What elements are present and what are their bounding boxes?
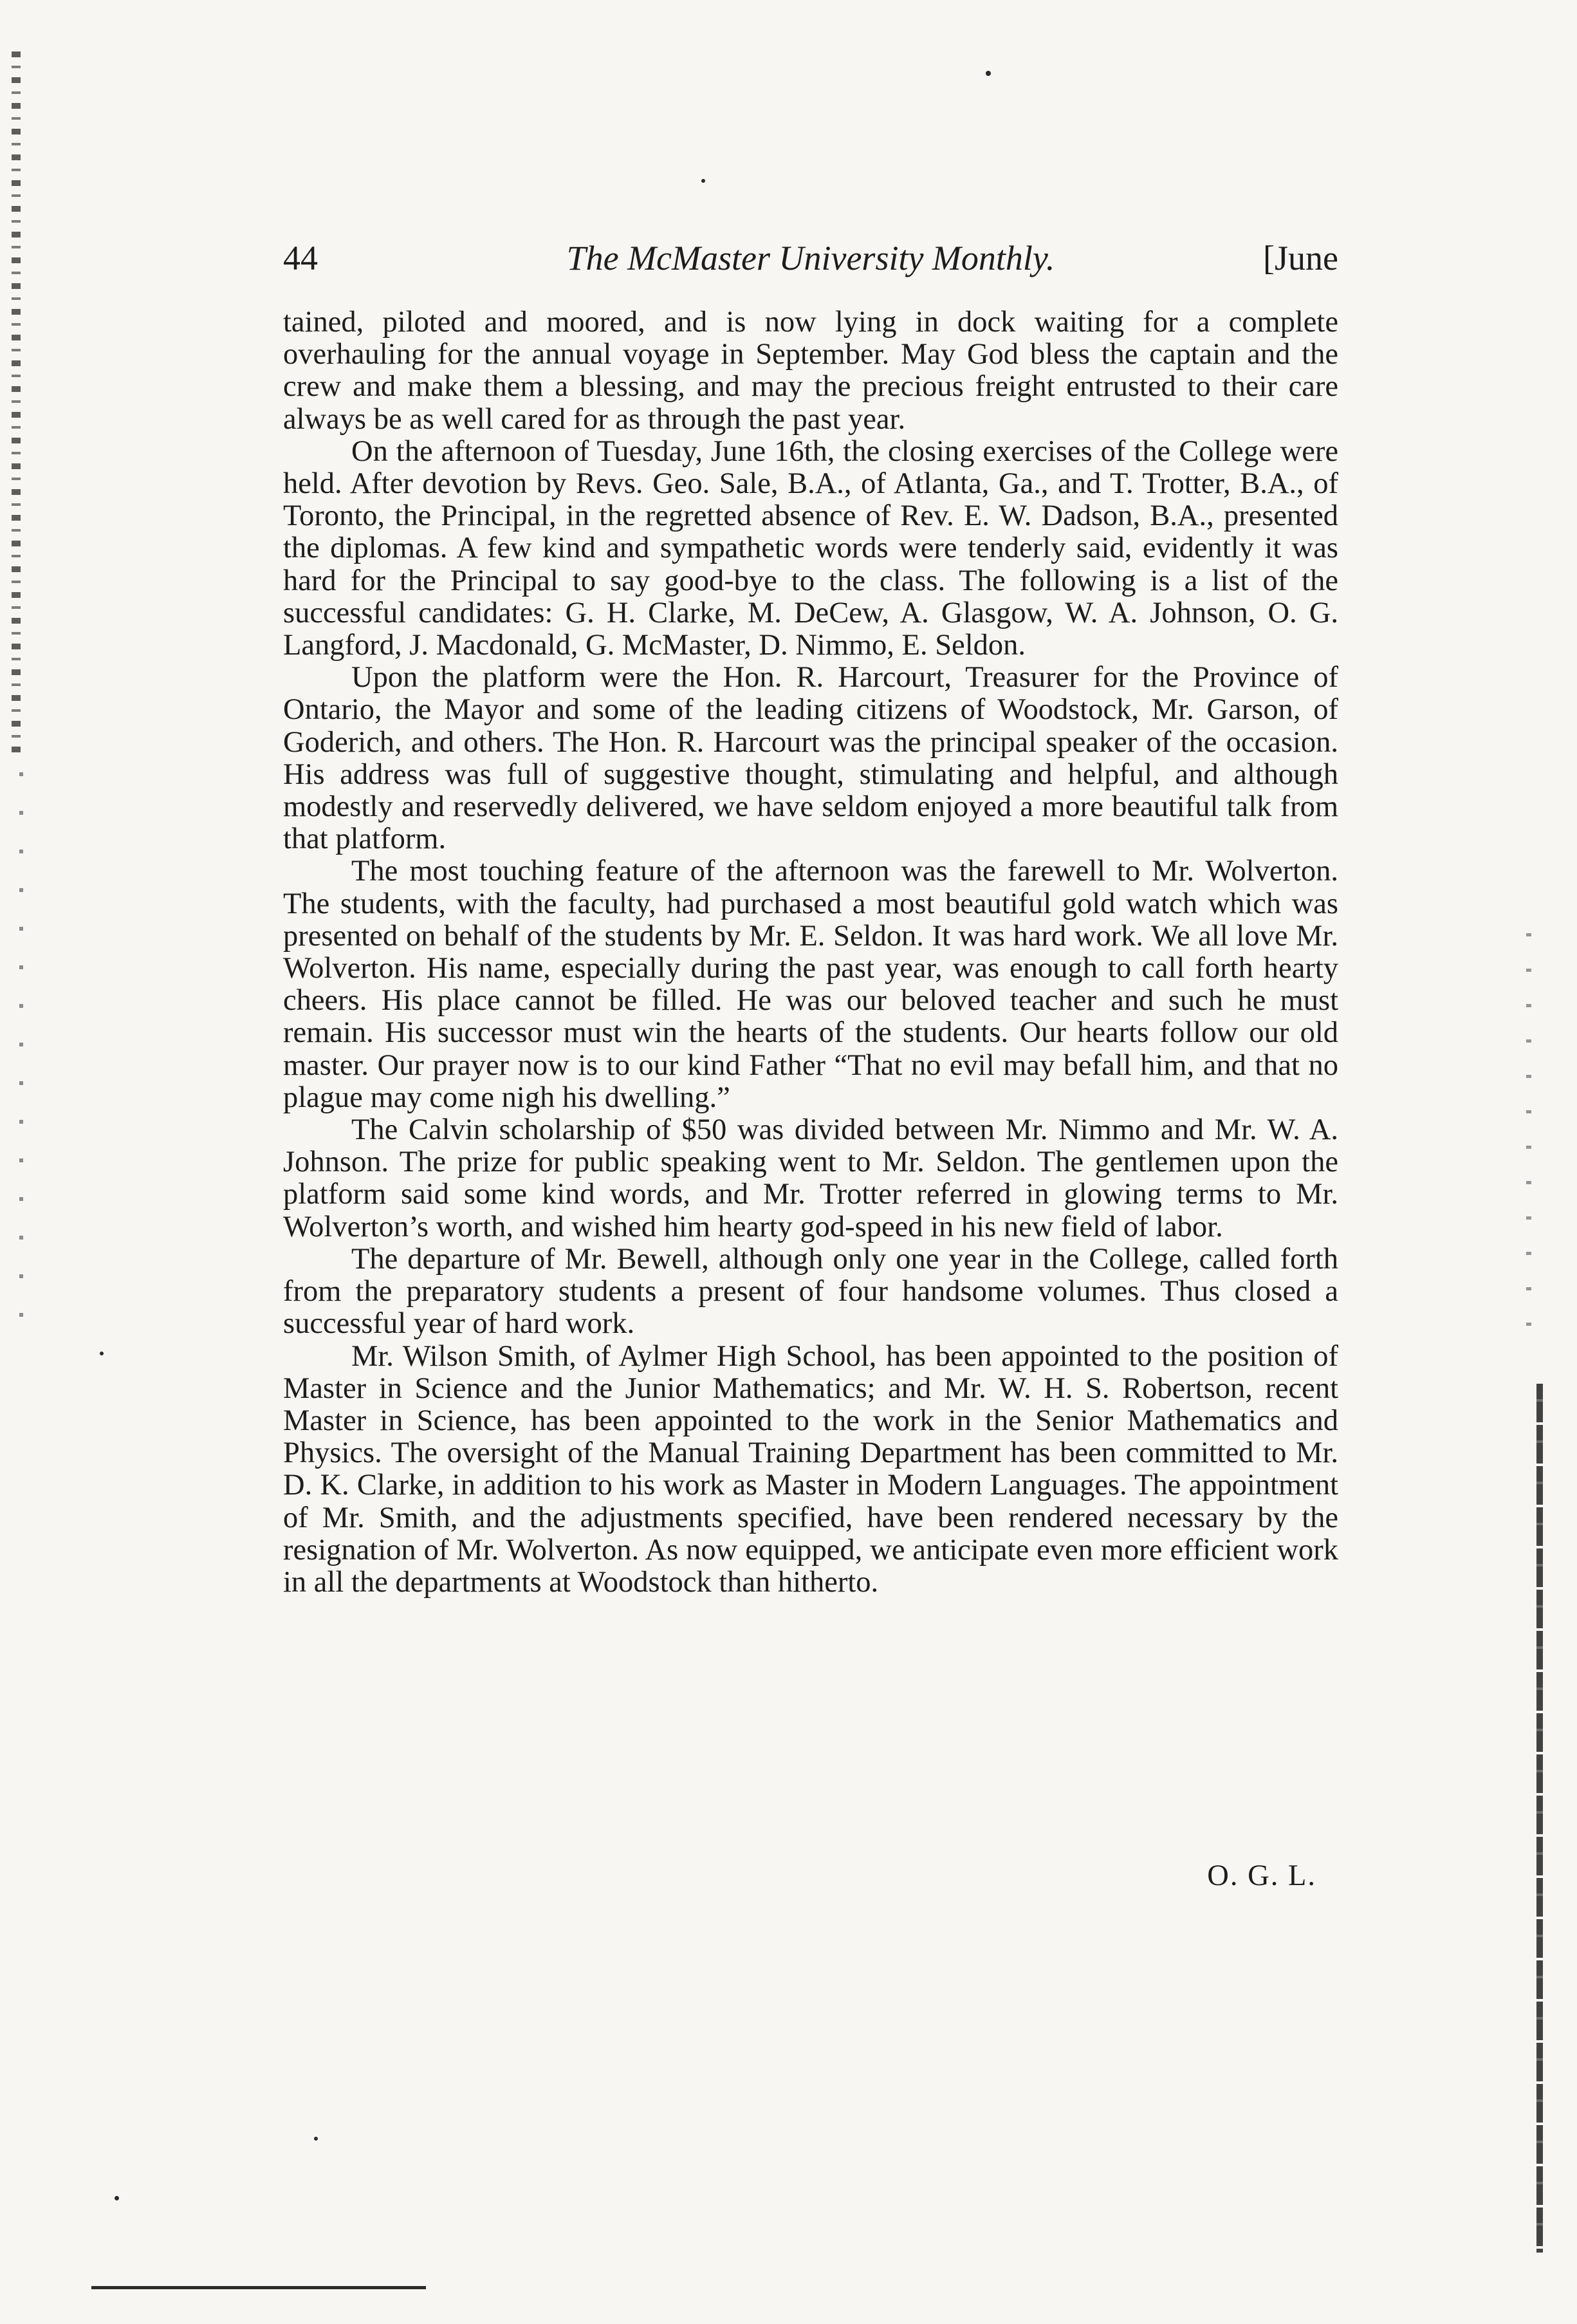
scan-edge-specks-left	[19, 772, 23, 1352]
scan-edge-artifact-left	[12, 51, 21, 759]
paragraph: The most touching feature of the afternoon was the farewell to Mr. Wolverton. The students, with the faculty, had purchased a most beautiful gold watch which was presented on behalf of the students by Mr. E. Seldon. It was hard work. We all love Mr. Wolverton. His name, especially during the past year, was enough to call forth hearty cheers. His place cannot be filled. He was our beloved teacher and such he must remain. His successor must win the hearts of the students. Our hearts follow our old master. Our prayer now is to our kind Father “That no evil may befall him, and that no plague may come nigh his dwelling.”	[283, 855, 1338, 1114]
paragraph: The Calvin scholarship of $50 was divided between Mr. Nimmo and Mr. W. A. Johnson. The prize for public speaking went to Mr. Seldon. The gentlemen upon the platform said some kind words, and Mr. Trotter referred in glowing terms to Mr. Wolverton’s worth, and wished him hearty god-speed in his new field of labor.	[283, 1113, 1338, 1243]
scan-speck	[314, 2137, 318, 2141]
running-header	[283, 236, 1338, 281]
paragraph: Mr. Wilson Smith, of Aylmer High School, has been appointed to the position of Master in Science and the Junior Mathematics; and Mr. W. H. S. Robertson, recent Master in Science, has been appointed to the work in the Senior Mathematics and Physics. The oversight of the Manual Training Department has been committed to Mr. D. K. Clarke, in addition to his work as Master in Modern Languages. The appointment of Mr. Smith, and the adjustments specified, have been rendered necessary by the resignation of Mr. Wolverton. As now equipped, we anticipate even more efficient work in all the departments at Woodstock than hitherto.	[283, 1339, 1338, 1599]
scan-edge-specks-right	[1526, 933, 1531, 1352]
scan-speck	[100, 1352, 104, 1355]
paragraph: The departure of Mr. Bewell, although only one year in the College, called forth from the preparatory students a present of four handsome volumes. Thus closed a successful year of hard work.	[283, 1242, 1338, 1341]
scan-speck	[986, 71, 991, 76]
journal-title: The McMaster University Monthly.	[566, 239, 1055, 277]
scan-speck	[115, 2196, 119, 2200]
page-number: 44	[283, 239, 318, 277]
paragraph: tained, piloted and moored, and is now lying in dock waiting for a complete overhauling for the annual voyage in September. May God bless the captain and the crew and make them a blessing, and may the precious freight entrusted to their care always be as well cared for as through the past year.	[283, 306, 1338, 436]
scan-speck	[701, 179, 705, 183]
paragraph: Upon the platform were the Hon. R. Harcourt, Treasurer for the Province of Ontario, the Mayor and some of the leading citizens of Woodstock, Mr. Garson, of Goderich, and others. The Hon. R. Harcourt was the principal speaker of the occasion. His address was full of suggestive thought, stimulating and helpful, and although modestly and reservedly delivered, we have seldom enjoyed a more beautiful talk from that platform.	[283, 661, 1338, 856]
bottom-rule	[91, 2286, 426, 2289]
scan-edge-artifact-right	[1536, 1384, 1543, 2253]
issue-month: [June	[1263, 239, 1338, 277]
paragraph: On the afternoon of Tuesday, June 16th, the closing exercises of the College were held. After devotion by Revs. Geo. Sale, B.A., of Atlanta, Ga., and T. Trotter, B.A., of Toronto, the Principal, in the regretted absence of Rev. E. W. Dadson, B.A., presented the diplomas. A few kind and sympathetic words were tenderly said, evidently it was hard for the Principal to say good-bye to the class. The following is a list of the successful candidates: G. H. Clarke, M. DeCew, A. Glasgow, W. A. Johnson, O. G. Langford, J. Macdonald, G. McMaster, D. Nimmo, E. Seldon.	[283, 434, 1338, 662]
article-body	[283, 306, 1338, 1599]
author-signature: O. G. L.	[1207, 1859, 1316, 1892]
